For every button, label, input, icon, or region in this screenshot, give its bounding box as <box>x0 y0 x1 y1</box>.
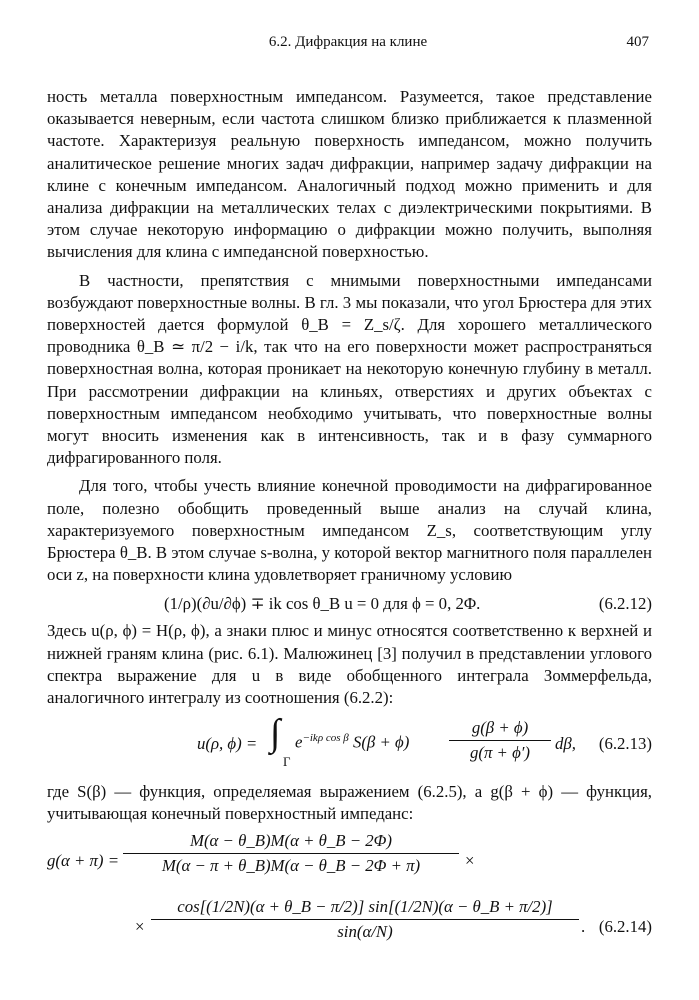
differential: dβ, <box>555 734 576 754</box>
equation-6-2-12 <box>47 590 652 618</box>
running-header <box>47 34 649 56</box>
text-body <box>47 86 652 956</box>
equation-number: (6.2.13) <box>598 734 652 754</box>
equation-expression: (1/ρ)(∂u/∂ϕ) ∓ ik cos θ_B u = 0 для ϕ = 0, 2Φ. <box>164 594 481 614</box>
equation-lhs: g(α + π) = <box>47 850 120 870</box>
exp-base: e <box>295 732 303 752</box>
equation-period: . <box>581 916 586 936</box>
fraction-denominator: g(π + ϕ′) <box>469 743 531 763</box>
times-sign: × <box>465 850 475 870</box>
integral-contour: Γ <box>283 754 291 770</box>
paragraph-5: где S(β) — функция, определяемая выражением (6.2.5), а g(β + ϕ) — функция, учитывающая конечный поверхностный импеданс: <box>47 782 652 824</box>
equation-6-2-14-line-2 <box>47 894 652 956</box>
times-sign: × <box>135 916 145 936</box>
sommerfeld-factor: S(β + ϕ) <box>352 732 410 752</box>
paragraph-4: Здесь u(ρ, ϕ) = H(ρ, ϕ), а знаки плюс и минус относятся соответственно к верхней и нижней граням клина (рис. 6.1). Малюжинец [3] получил в представлении углового спектра выражение для u в виде обобщенного интеграла Зоммерфельда, аналогичного интегралу из соотношения (6.2.2): <box>47 621 652 708</box>
fraction-numerator: g(β + ϕ) <box>449 717 551 741</box>
fraction-numerator: cos[(1/2N)(α + θ_B − π/2)] sin[(1/2N)(α − θ_B + π/2)] <box>151 896 579 920</box>
paragraph-2: В частности, препятствия с мнимыми поверхностными импедансами возбуждают поверхностные волны. В гл. 3 мы показали, что угол Брюстера для этих поверхностей дается формулой θ_B = Z_s/ζ. Для хорошего металлического проводника θ_B ≃ π/2 − i/k, так что на его поверхности может распространяться поверхностная волна, которая проникает на некоторую конечную глубину в металл. При рассмотрении дифракции на клиньях, отверстиях и других объектах с поверхностным импедансом необходимо учитывать, что поверхностные волны могут вносить изменения как в интенсивность, так и в фазу суммарного дифрагированного поля. <box>47 270 652 468</box>
integral-sign: ∫ <box>270 712 281 755</box>
integrand <box>295 727 409 754</box>
fraction-trig <box>151 896 579 943</box>
fraction-denominator: sin(α/N) <box>337 921 393 941</box>
equation-6-2-13 <box>47 712 652 777</box>
fraction-m <box>123 830 459 877</box>
impedance-ratio <box>449 717 551 764</box>
paragraph-3: Для того, чтобы учесть влияние конечной проводимости на дифрагированное поле, полезно обобщить проведенный выше анализ на случай клина, характеризуемого поверхностным импедансом Z_s, соответствующим углу Брюстера θ_B. В этом случае s-волна, у которой вектор магнитного поля параллелен оси z, на поверхности клина удовлетворяет граничному условию <box>47 476 652 585</box>
fraction-numerator: M(α − θ_B)M(α + θ_B − 2Φ) <box>123 830 459 854</box>
section-title: 6.2. Дифракция на клине <box>268 34 428 50</box>
equation-number: (6.2.12) <box>598 594 652 614</box>
fraction-denominator: M(α − π + θ_B)M(α − θ_B − 2Φ + π) <box>161 855 421 875</box>
equation-6-2-14-line-1 <box>47 828 652 892</box>
paragraph-1: ность металла поверхностным импедансом. Разумеется, такое представление оказывается неверным, если частота слишком близко приближается к плазменной частоте. Характеризуя реальную поверхность импедансом, можно получить аналитическое решение многих задач дифракции, например задачу дифракции на клине с конечным импедансом. Аналогичный подход можно применить и для анализа дифракции на металлических телах с диэлектрическими покрытиями. В этом случае некоторую информацию о дифракции можно получить, выполняя вычисления для клина с импедансной поверхностью. <box>47 87 652 262</box>
equation-lhs: u(ρ, ϕ) = <box>197 734 258 754</box>
exp-power: −ikρ cos β <box>302 732 349 745</box>
equation-number: (6.2.14) <box>598 916 652 936</box>
page-number: 407 <box>626 34 649 50</box>
